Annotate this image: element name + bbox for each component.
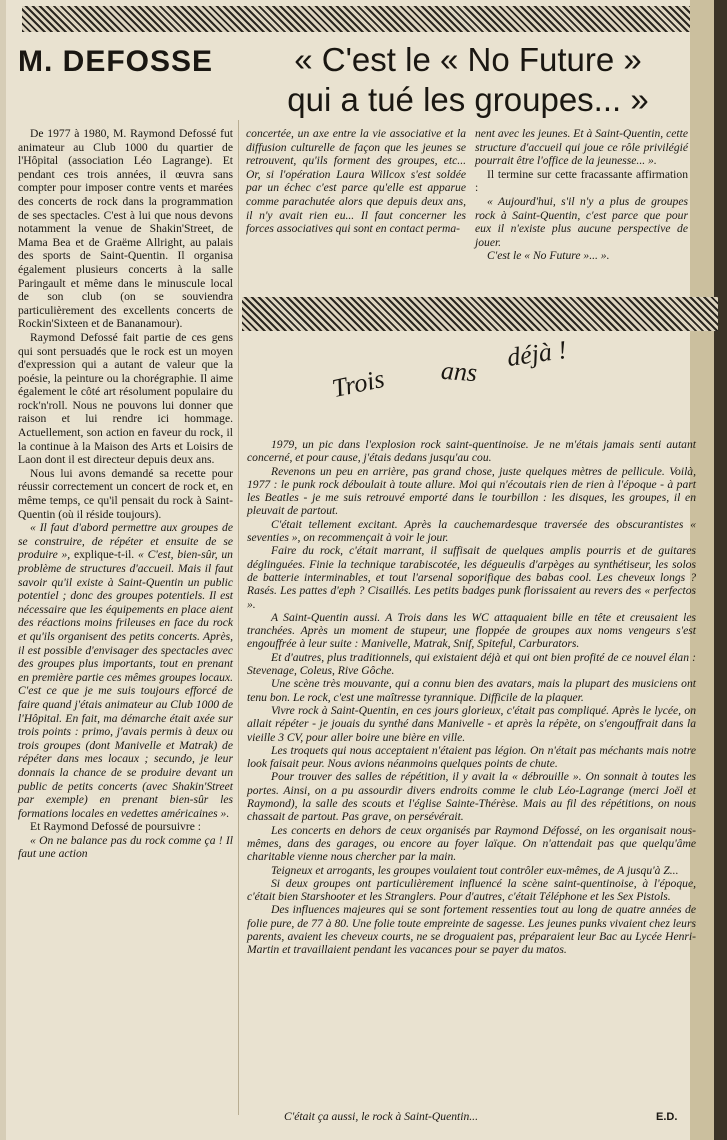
article-paragraph-12: Teigneux et arrogants, les groupes voulaient tout contrôler eux-mêmes, de A jusqu'à Z... — [271, 863, 679, 877]
article-paragraph-14: Des influences majeures qui se sont fortement ressenties tout au long de quatre années de folie pure, de 77 à 80. Une folie toute empreinte de sagesse. Les jeunes punks vivaient chez leurs parents, avaient les cheveux courts, ne se droguaient pas, préparaient leur Bac au Lycée Henri-Martin et travaillaient pendant les vacances pour se payer du matos. — [247, 903, 696, 957]
interviewee-name: M. DEFOSSE — [18, 45, 214, 78]
article-paragraph-2: Revenons un peu en arrière, pas grand chose, juste quelques mètres de pellicule. Voilà, 1977 : le punk rock déboulait à toute allure. Moi qui n'écoutais rien de rien à l'époque - à part les Beatles - je me suis retrouvé emporté dans le tourbillon : les disques, les groupes, il en pleuvait de partout. — [247, 464, 696, 518]
col1-paragraph-6: « On ne balance pas du rock comme ça ! Il faut une action — [18, 833, 233, 861]
article-paragraph-11: Les concerts en dehors de ceux organisés par Raymond Défossé, on les organisait nous-mêmes, dans des garages, ou encore au foyer laïque. On n'attendait pas que quelqu'âme charitable vienne nous chercher par la main. — [247, 823, 696, 864]
section-title-trois-ans-deja — [329, 334, 652, 415]
quote-b: « C'est, bien-sûr, un problème de structures d'accueil. Mais il faut savoir qu'il existe à Saint-Quentin un public potentiel ; donc des groupes potentiels. Il est nécessaire que les équipements en place aient des réactions moins frileuses en face du rock et qu'ils organisent des petits concerts. Après, il est possible d'envisager des spectacles avec des groupes plus importants, tout en prenant en première partie ces mêmes groupes locaux. C'est ce que je me suis toujours efforcé de faire quand j'étais animateur au Club 1000 de l'Hôpital. En fait, ma démarche était axée sur trois points : primo, j'avais permis à deux ou trois groupes (dont Manivelle et Matrak) de répéter dans mes locaux ; secundo, je leur donnais la chance de se produire devant un public de petits concerts (avec Shakin'Street par exemple) en prenant bien-sûr les formations locales en vedettes américaines ». — [18, 548, 233, 820]
col3-paragraph-1: nent avec les jeunes. Et à Saint-Quentin, cette structure d'accueil qui joue ce rôle privilégié pourrait être l'office de la jeunesse... ». — [475, 127, 688, 168]
paper-right-edge — [714, 0, 727, 1140]
col1-paragraph-3: Nous lui avons demandé sa recette pour réussir correctement un concert de rock et, en même temps, ce qu'il pensait du rock à Saint-Quentin (où il réside toujours). — [18, 466, 233, 521]
col1-paragraph-5: Et Raymond Defossé de poursuivre : — [30, 820, 201, 834]
interview-column-2 — [246, 127, 466, 236]
article-paragraph-8: Vivre rock à Saint-Quentin, en ces jours glorieux, c'était pas compliqué. Après le lycée, on allait répéter - je jouais du synthé dans Manivelle - et après la répète, on s'engouffrait dans la vieille 3 CV, pour aller boire une bière en ville. — [247, 703, 696, 744]
col3-paragraph-3: « Aujourd'hui, s'il n'y a plus de groupes rock à Saint-Quentin, c'est parce que pour eux il n'existe plus aucune perspective de jouer. — [475, 194, 688, 249]
article-paragraph-7: Une scène très mouvante, qui a connu bien des avatars, mais la plupart des musiciens ont tenu bon. Le rock, c'est une maîtresse tyrannique. Difficile de la plaquer. — [247, 677, 696, 704]
article-paragraph-6: Et d'autres, plus traditionnels, qui existaient déjà et qui ont bien profité de ce nouvel élan : Stevenage, Coleus, Rive Gôche. — [247, 650, 696, 678]
headline — [248, 40, 688, 120]
col1-paragraph-2: Raymond Defossé fait partie de ces gens qui sont persuadés que le rock est un moyen d'expression qui a autant de valeur que la poésie, la peinture ou la chorégraphie. Il aime également le côté art résolument populaire du rock'n'roll. Nous ne pouvons lui donner que raison et lui rendre ici hommage. Actuellement, son action en faveur du rock, il la continue à la Maison des Arts et Loisirs de Laon dont il est directeur depuis deux ans. — [18, 330, 233, 467]
trois-ans-deja-article — [247, 438, 696, 957]
article-paragraph-1: 1979, un pic dans l'explosion rock saint-quentinoise. Je ne m'étais jamais senti autant concerné, et pour cause, j'étais dedans jusqu'au cou. — [247, 438, 696, 465]
article-paragraph-3: C'était tellement excitant. Après la cauchemardesque traversée des obscurantistes « seventies », on recommençait à voir le jour. — [247, 517, 696, 545]
quote-a: « Il faut d'abord permettre aux groupes de se construire, de répéter et ensuite de se produire », — [18, 521, 233, 562]
article-paragraph-5: A Saint-Quentin aussi. A Trois dans les WC attaquaient bille en tête et creusaient les tranchées. Après un moment de stupeur, une floppée de groupes aux noms vengeurs s'est engouffrée à leur suite : Manivelle, Matrak, Snif, Spiteful, Carburators. — [247, 610, 696, 651]
article-paragraph-4: Faire du rock, c'était marrant, il suffisait de quelques amplis pourris et de guitares déglinguées. Finie la technique tarabiscotée, les dégueulis d'arpèges au synthétiseur, les solos de batterie interminables, et tout l'arsenal soporifique des babas cool. Les cheveux longs ? Rasés. Les pattes d'eph ? Cisaillés. Les petits badges punk florissaient au revers des « perfectos ». — [247, 544, 696, 611]
title-word-trois: Trois — [329, 363, 387, 404]
paper-left-edge — [0, 0, 6, 1140]
quote-attribution: explique-t-il. — [70, 548, 138, 562]
interview-column-3 — [475, 127, 688, 263]
headline-line-1: « C'est le « No Future » — [294, 41, 642, 78]
headline-line-2: qui a tué les groupes... » — [287, 81, 649, 118]
col3-paragraph-4: C'est le « No Future »... ». — [487, 249, 610, 263]
title-word-ans: ans — [440, 355, 479, 388]
interview-column-1 — [18, 127, 233, 861]
article-paragraph-9: Les troquets qui nous acceptaient n'étaient pas légion. On n'était pas méchants mais notre look faisait peur. Nous avions néanmoins quelques points de chute. — [247, 743, 696, 771]
article-paragraph-13: Si deux groupes ont particulièrement influencé la scène saint-quentinoise, à l'époque, c'était bien Starshooter et les Stranglers. Pour d'autres, c'était Téléphone et les Sex Pistols. — [247, 876, 696, 904]
col1-paragraph-4 — [18, 521, 233, 820]
hatched-banner-middle — [242, 297, 718, 331]
column-divider — [238, 120, 239, 1115]
col1-paragraph-1: De 1977 à 1980, M. Raymond Defossé fut animateur au Club 1000 du quartier de l'Hôpital (association Léo Lagrange). Et pendant ces trois années, il œuvra sans compter pour imposer contre vents et marées des concerts de rock dans la programmation de ses spectacles. C'est à lui que nous devons notamment la venue de Shakin'Street, de Mama Bea et de Graëme Allright, au palais des sports de Saint-Quentin. Il organisa également plusieurs concerts à la salle Paringault et même dans le minuscule local de son club (on se souviendra particulièrement des excellents concerts de Rockin'Sixteen et de Bananamour). — [18, 127, 233, 331]
article-closing-line: C'était ça aussi, le rock à Saint-Quentin... — [284, 1110, 478, 1123]
col3-paragraph-2: Il termine sur cette fracassante affirmation : — [475, 167, 688, 195]
article-paragraph-10: Pour trouver des salles de répétition, il y avait la « débrouille ». On sonnait à toutes les portes. Ainsi, on a pu assourdir divers endroits comme le club Léo-Lagrange (merci Joël et Raymond), la salle des scouts et l'église Sainte-Thérèse. Mais au fil des répétitions, on nous chassait de partout. Pas grave, on persévérait. — [247, 770, 696, 824]
col2-paragraph-1: concertée, un axe entre la vie associative et la diffusion culturelle de façon que les jeunes se retrouvent, qu'ils forment des groupes, etc... Or, si l'opération Laura Willcox s'est soldée par un échec c'est parce qu'elle est apparue comme parachutée alors que depuis deux ans, il n'y avait rien eu... Il faut concerner les forces associatives qui sont en contact perma- — [246, 127, 466, 236]
title-word-deja: déjà ! — [505, 334, 569, 373]
hatched-banner-top — [22, 6, 690, 32]
author-signature: E.D. — [656, 1111, 678, 1123]
